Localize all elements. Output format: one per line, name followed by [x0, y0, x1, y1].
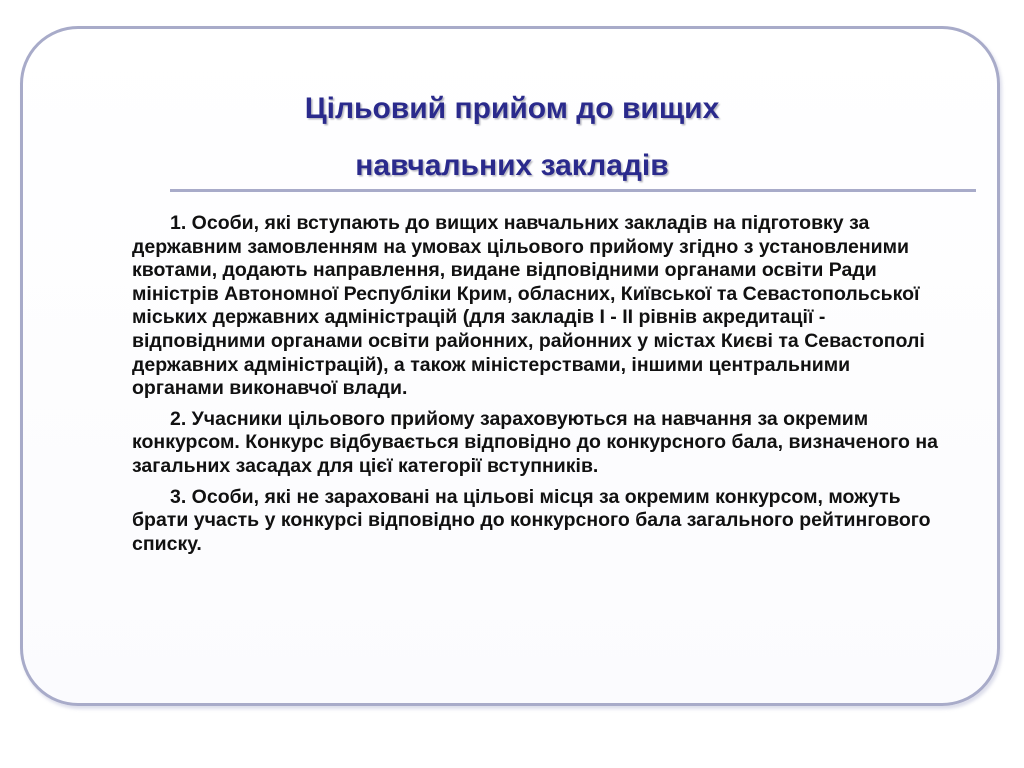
paragraph-2: 2. Учасники цільового прийому зараховуються на навчання за окремим конкурсом. Конкурс відбувається відповідно до конкурсного бала, визначеного на загальних засадах для цієї категорії вступників. [132, 407, 938, 477]
title-divider [170, 189, 976, 192]
slide-body [132, 212, 942, 563]
slide-title-line-1: Цільовий прийом до вищих [304, 92, 720, 125]
paragraph-1: 1. Особи, які вступають до вищих навчальних закладів на підготовку за державним замовленням на умовах цільового прийому згідно з установленими квотами, додають направлення, видане відповідними органами освіти Ради міністрів Автономної Республіки Крим, обласних, Київської та Севастопольської міських державних адміністрацій (для закладів I - II рівнів акредитації - відповідними органами освіти районних, районних у містах Києві та Севастополі державних адміністрацій), а також міністерствами, іншими центральними органами виконавчої влади. [132, 212, 925, 400]
slide-title [190, 80, 834, 194]
slide-title-line-2: навчальних закладів [355, 149, 669, 182]
paragraph-3: 3. Особи, які не зараховані на цільові місця за окремим конкурсом, можуть брати участь у конкурсі відповідно до конкурсного бала загального рейтингового списку. [132, 485, 931, 555]
